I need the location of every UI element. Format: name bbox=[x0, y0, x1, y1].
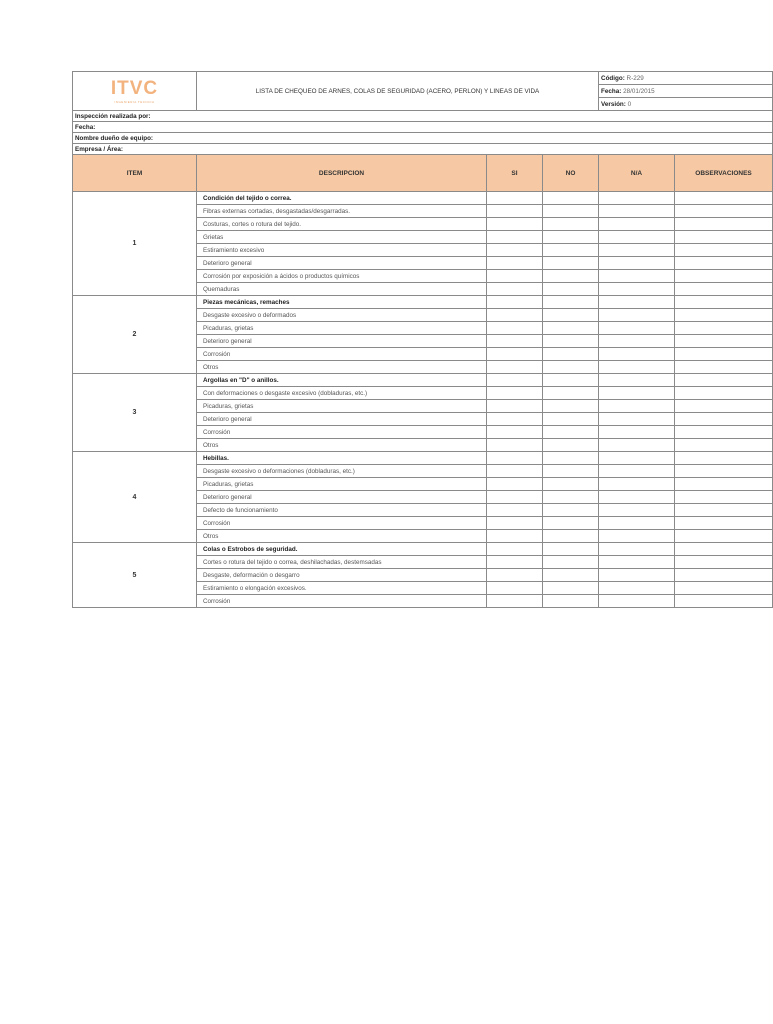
section-title: Condición del tejido o correa. bbox=[197, 192, 487, 205]
si-cell[interactable] bbox=[487, 530, 543, 543]
si-cell[interactable] bbox=[487, 387, 543, 400]
column-header-row bbox=[73, 155, 773, 192]
si-cell[interactable] bbox=[487, 413, 543, 426]
observaciones-cell[interactable] bbox=[675, 465, 773, 478]
no-cell[interactable] bbox=[543, 465, 599, 478]
na-cell[interactable] bbox=[599, 192, 675, 205]
observaciones-cell[interactable] bbox=[675, 192, 773, 205]
observaciones-cell[interactable] bbox=[675, 309, 773, 322]
si-cell[interactable] bbox=[487, 257, 543, 270]
na-cell[interactable] bbox=[599, 348, 675, 361]
check-description: Deterioro general bbox=[197, 335, 487, 348]
si-cell[interactable] bbox=[487, 309, 543, 322]
check-description: Otros bbox=[197, 530, 487, 543]
observaciones-cell[interactable] bbox=[675, 478, 773, 491]
no-cell[interactable] bbox=[543, 556, 599, 569]
document-title: LISTA DE CHEQUEO DE ARNES, COLAS DE SEGURIDAD (ACERO, PERLON) Y LINEAS DE VIDA bbox=[197, 72, 599, 111]
checklist-table bbox=[72, 71, 773, 608]
section-title-row bbox=[73, 296, 773, 309]
version-field bbox=[599, 98, 773, 111]
na-cell[interactable] bbox=[599, 322, 675, 335]
observaciones-cell[interactable] bbox=[675, 439, 773, 452]
observaciones-cell[interactable] bbox=[675, 517, 773, 530]
si-cell[interactable] bbox=[487, 335, 543, 348]
na-cell[interactable] bbox=[599, 244, 675, 257]
no-cell[interactable] bbox=[543, 387, 599, 400]
si-cell[interactable] bbox=[487, 374, 543, 387]
check-description: Deterioro general bbox=[197, 491, 487, 504]
check-description: Picaduras, grietas bbox=[197, 322, 487, 335]
check-description: Desgaste excesivo o deformaciones (dobladuras, etc.) bbox=[197, 465, 487, 478]
si-cell[interactable] bbox=[487, 244, 543, 257]
section-title-row bbox=[73, 374, 773, 387]
na-cell[interactable] bbox=[599, 426, 675, 439]
observaciones-cell[interactable] bbox=[675, 244, 773, 257]
no-cell[interactable] bbox=[543, 491, 599, 504]
check-description: Grietas bbox=[197, 231, 487, 244]
na-cell[interactable] bbox=[599, 413, 675, 426]
codigo-field bbox=[599, 72, 773, 85]
check-description: Picaduras, grietas bbox=[197, 400, 487, 413]
observaciones-cell[interactable] bbox=[675, 595, 773, 608]
si-cell[interactable] bbox=[487, 439, 543, 452]
si-cell[interactable] bbox=[487, 205, 543, 218]
na-cell[interactable] bbox=[599, 465, 675, 478]
section-title: Argollas en "D" o anillos. bbox=[197, 374, 487, 387]
si-cell[interactable] bbox=[487, 192, 543, 205]
na-cell[interactable] bbox=[599, 283, 675, 296]
si-cell[interactable] bbox=[487, 322, 543, 335]
check-description: Desgaste, deformación o desgarro bbox=[197, 569, 487, 582]
fecha-field bbox=[599, 85, 773, 98]
item-number: 2 bbox=[73, 296, 197, 374]
check-description: Deterioro general bbox=[197, 413, 487, 426]
codigo-label: Código: bbox=[601, 74, 625, 82]
si-cell[interactable] bbox=[487, 426, 543, 439]
si-cell[interactable] bbox=[487, 595, 543, 608]
date-field[interactable]: Fecha: bbox=[73, 122, 773, 133]
no-cell[interactable] bbox=[543, 530, 599, 543]
no-cell[interactable] bbox=[543, 413, 599, 426]
no-cell[interactable] bbox=[543, 348, 599, 361]
no-cell[interactable] bbox=[543, 517, 599, 530]
section-title: Piezas mecánicas, remaches bbox=[197, 296, 487, 309]
owner-field[interactable]: Nombre dueño de equipo: bbox=[73, 133, 773, 144]
no-cell[interactable] bbox=[543, 231, 599, 244]
observaciones-cell[interactable] bbox=[675, 400, 773, 413]
check-description: Corrosión bbox=[197, 348, 487, 361]
check-description: Estiramiento excesivo bbox=[197, 244, 487, 257]
check-description: Otros bbox=[197, 439, 487, 452]
observaciones-cell[interactable] bbox=[675, 530, 773, 543]
na-cell[interactable] bbox=[599, 374, 675, 387]
observaciones-cell[interactable] bbox=[675, 582, 773, 595]
no-cell[interactable] bbox=[543, 478, 599, 491]
check-description: Fibras externas cortadas, desgastadas/desgarradas. bbox=[197, 205, 487, 218]
no-cell[interactable] bbox=[543, 543, 599, 556]
na-cell[interactable] bbox=[599, 543, 675, 556]
observaciones-cell[interactable] bbox=[675, 283, 773, 296]
no-cell[interactable] bbox=[543, 270, 599, 283]
check-description: Deterioro general bbox=[197, 257, 487, 270]
observaciones-cell[interactable] bbox=[675, 348, 773, 361]
observaciones-cell[interactable] bbox=[675, 335, 773, 348]
na-cell[interactable] bbox=[599, 309, 675, 322]
observaciones-cell[interactable] bbox=[675, 322, 773, 335]
check-description: Picaduras, grietas bbox=[197, 478, 487, 491]
check-description: Defecto de funcionamiento bbox=[197, 504, 487, 517]
logo-tagline: INGENIERIA TECNICA bbox=[114, 100, 155, 104]
checklist-sheet bbox=[72, 71, 768, 605]
logo-text: ITVC bbox=[110, 78, 159, 99]
item-number: 5 bbox=[73, 543, 197, 608]
check-description: Estiramiento o elongación excesivos. bbox=[197, 582, 487, 595]
item-number: 3 bbox=[73, 374, 197, 452]
si-cell[interactable] bbox=[487, 517, 543, 530]
na-cell[interactable] bbox=[599, 270, 675, 283]
no-cell[interactable] bbox=[543, 335, 599, 348]
na-cell[interactable] bbox=[599, 335, 675, 348]
check-description: Costuras, cortes o rotura del tejido. bbox=[197, 218, 487, 231]
observaciones-cell[interactable] bbox=[675, 491, 773, 504]
no-cell[interactable] bbox=[543, 452, 599, 465]
no-cell[interactable] bbox=[543, 569, 599, 582]
no-cell[interactable] bbox=[543, 296, 599, 309]
na-cell[interactable] bbox=[599, 296, 675, 309]
no-cell[interactable] bbox=[543, 582, 599, 595]
observaciones-cell[interactable] bbox=[675, 413, 773, 426]
observaciones-cell[interactable] bbox=[675, 452, 773, 465]
no-cell[interactable] bbox=[543, 257, 599, 270]
version-label: Versión: bbox=[601, 100, 626, 108]
item-number: 4 bbox=[73, 452, 197, 543]
observaciones-cell[interactable] bbox=[675, 231, 773, 244]
no-cell[interactable] bbox=[543, 595, 599, 608]
si-cell[interactable] bbox=[487, 283, 543, 296]
observaciones-cell[interactable] bbox=[675, 374, 773, 387]
na-cell[interactable] bbox=[599, 556, 675, 569]
si-cell[interactable] bbox=[487, 231, 543, 244]
observaciones-cell[interactable] bbox=[675, 270, 773, 283]
no-cell[interactable] bbox=[543, 322, 599, 335]
na-cell[interactable] bbox=[599, 491, 675, 504]
no-cell[interactable] bbox=[543, 244, 599, 257]
check-description: Corrosión bbox=[197, 426, 487, 439]
codigo-value: R-229 bbox=[626, 74, 644, 82]
observaciones-cell[interactable] bbox=[675, 257, 773, 270]
si-cell[interactable] bbox=[487, 569, 543, 582]
observaciones-cell[interactable] bbox=[675, 569, 773, 582]
si-cell[interactable] bbox=[487, 504, 543, 517]
si-cell[interactable] bbox=[487, 270, 543, 283]
item-number: 1 bbox=[73, 192, 197, 296]
no-cell[interactable] bbox=[543, 504, 599, 517]
col-no-header: NO bbox=[543, 155, 599, 192]
check-description: Quemaduras bbox=[197, 283, 487, 296]
no-cell[interactable] bbox=[543, 361, 599, 374]
si-cell[interactable] bbox=[487, 582, 543, 595]
observaciones-cell[interactable] bbox=[675, 504, 773, 517]
observaciones-cell[interactable] bbox=[675, 556, 773, 569]
na-cell[interactable] bbox=[599, 517, 675, 530]
no-cell[interactable] bbox=[543, 374, 599, 387]
no-cell[interactable] bbox=[543, 283, 599, 296]
na-cell[interactable] bbox=[599, 530, 675, 543]
check-description: Corrosión por exposición a ácidos o productos químicos bbox=[197, 270, 487, 283]
company-area-field[interactable]: Empresa / Área: bbox=[73, 144, 773, 155]
section-title: Colas o Estrobos de seguridad. bbox=[197, 543, 487, 556]
si-cell[interactable] bbox=[487, 361, 543, 374]
no-cell[interactable] bbox=[543, 205, 599, 218]
no-cell[interactable] bbox=[543, 400, 599, 413]
check-description: Otros bbox=[197, 361, 487, 374]
fecha-label: Fecha: bbox=[601, 87, 622, 95]
na-cell[interactable] bbox=[599, 218, 675, 231]
si-cell[interactable] bbox=[487, 491, 543, 504]
si-cell[interactable] bbox=[487, 543, 543, 556]
col-na-header: N/A bbox=[599, 155, 675, 192]
si-cell[interactable] bbox=[487, 348, 543, 361]
si-cell[interactable] bbox=[487, 400, 543, 413]
section-title-row bbox=[73, 452, 773, 465]
na-cell[interactable] bbox=[599, 582, 675, 595]
observaciones-cell[interactable] bbox=[675, 426, 773, 439]
section-title: Hebillas. bbox=[197, 452, 487, 465]
company-logo bbox=[73, 72, 197, 111]
col-si-header: SI bbox=[487, 155, 543, 192]
si-cell[interactable] bbox=[487, 218, 543, 231]
na-cell[interactable] bbox=[599, 569, 675, 582]
si-cell[interactable] bbox=[487, 296, 543, 309]
observaciones-cell[interactable] bbox=[675, 387, 773, 400]
na-cell[interactable] bbox=[599, 205, 675, 218]
observaciones-cell[interactable] bbox=[675, 205, 773, 218]
section-title-row bbox=[73, 543, 773, 556]
no-cell[interactable] bbox=[543, 309, 599, 322]
si-cell[interactable] bbox=[487, 465, 543, 478]
observaciones-cell[interactable] bbox=[675, 296, 773, 309]
check-description: Corrosión bbox=[197, 595, 487, 608]
si-cell[interactable] bbox=[487, 478, 543, 491]
section-title-row bbox=[73, 192, 773, 205]
na-cell[interactable] bbox=[599, 439, 675, 452]
check-description: Con deformaciones o desgaste excesivo (dobladuras, etc.) bbox=[197, 387, 487, 400]
check-description: Cortes o rotura del tejido o correa, deshilachadas, destemsadas bbox=[197, 556, 487, 569]
observaciones-cell[interactable] bbox=[675, 361, 773, 374]
no-cell[interactable] bbox=[543, 426, 599, 439]
na-cell[interactable] bbox=[599, 257, 675, 270]
no-cell[interactable] bbox=[543, 218, 599, 231]
na-cell[interactable] bbox=[599, 504, 675, 517]
na-cell[interactable] bbox=[599, 400, 675, 413]
version-value: 0 bbox=[627, 100, 632, 108]
check-description: Corrosión bbox=[197, 517, 487, 530]
col-item-header: ITEM bbox=[73, 155, 197, 192]
na-cell[interactable] bbox=[599, 387, 675, 400]
observaciones-cell[interactable] bbox=[675, 218, 773, 231]
na-cell[interactable] bbox=[599, 595, 675, 608]
no-cell[interactable] bbox=[543, 439, 599, 452]
no-cell[interactable] bbox=[543, 192, 599, 205]
na-cell[interactable] bbox=[599, 478, 675, 491]
inspector-field[interactable]: Inspección realizada por: bbox=[73, 111, 773, 122]
col-observaciones-header: OBSERVACIONES bbox=[675, 155, 773, 192]
check-description: Desgaste excesivo o deformados bbox=[197, 309, 487, 322]
na-cell[interactable] bbox=[599, 361, 675, 374]
observaciones-cell[interactable] bbox=[675, 543, 773, 556]
na-cell[interactable] bbox=[599, 452, 675, 465]
fecha-value: 28/01/2015 bbox=[623, 87, 655, 95]
na-cell[interactable] bbox=[599, 231, 675, 244]
col-descripcion-header: DESCRIPCION bbox=[197, 155, 487, 192]
si-cell[interactable] bbox=[487, 452, 543, 465]
si-cell[interactable] bbox=[487, 556, 543, 569]
